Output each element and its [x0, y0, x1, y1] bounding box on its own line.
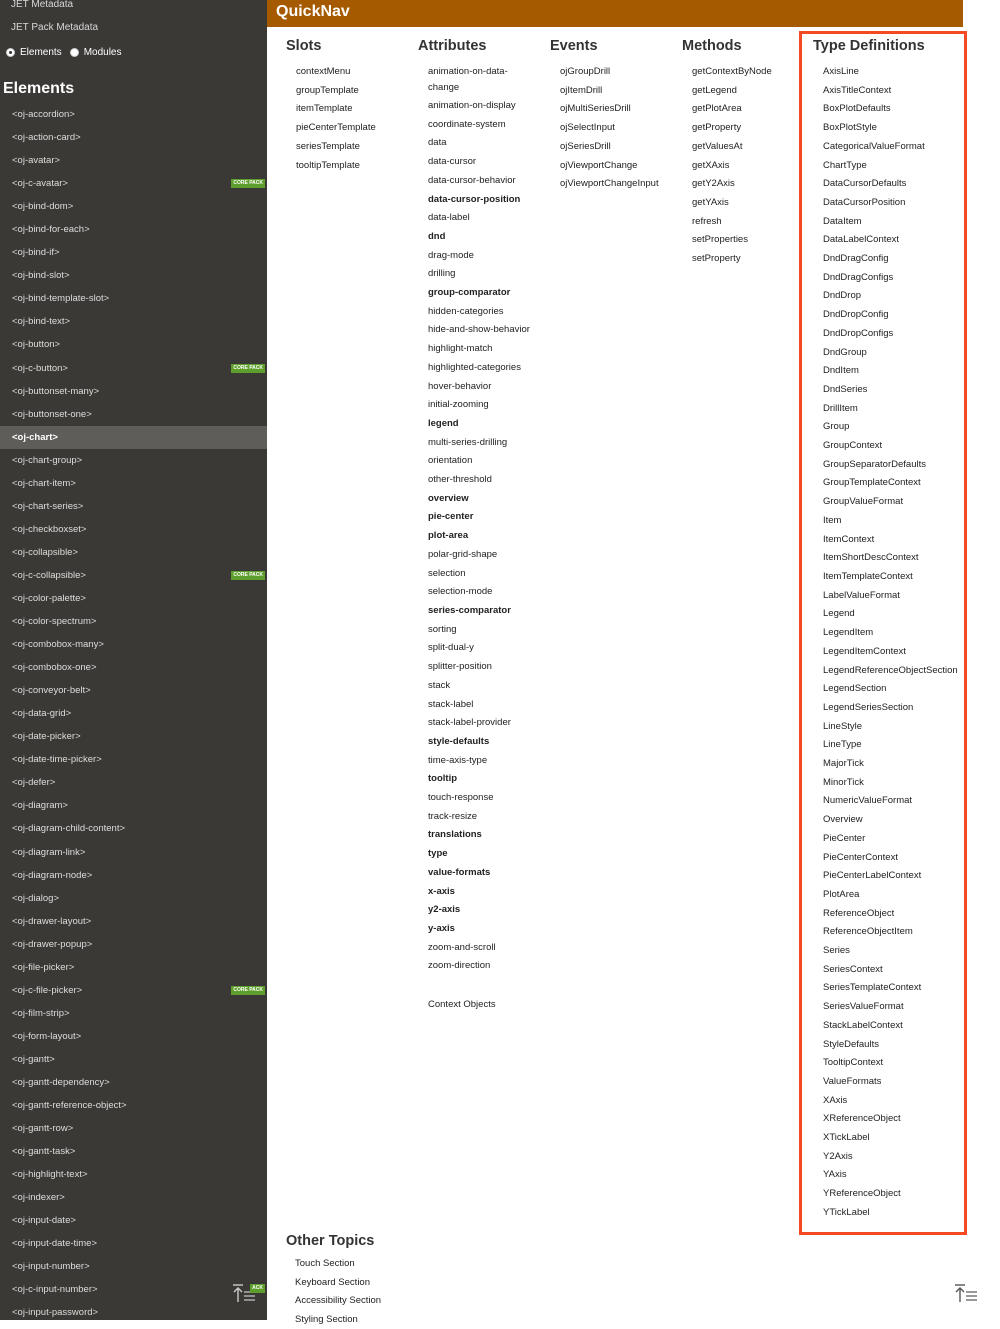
type-definition-link[interactable]: LineStyle: [823, 718, 958, 737]
sidebar-element-label: <oj-drawer-layout>: [12, 916, 91, 927]
type-definition-link[interactable]: BoxPlotDefaults: [823, 100, 958, 119]
other-topic-link[interactable]: Touch Section: [295, 1255, 381, 1274]
sidebar-element-item[interactable]: [0, 357, 267, 380]
sidebar-element-label: <oj-date-picker>: [12, 731, 81, 742]
attribute-link[interactable]: polar-grid-shape: [428, 546, 538, 565]
sidebar-element-label: <oj-highlight-text>: [12, 1169, 88, 1180]
attribute-link[interactable]: tooltip: [428, 770, 538, 789]
elements-radio[interactable]: [6, 48, 15, 57]
modules-radio[interactable]: [70, 48, 79, 57]
sidebar-element-item[interactable]: [0, 195, 267, 218]
sidebar-element-item[interactable]: [0, 864, 267, 887]
attributes-list: [418, 63, 538, 976]
type-definition-link[interactable]: DrillItem: [823, 400, 958, 419]
attribute-link[interactable]: split-dual-y: [428, 639, 538, 658]
sidebar-element-label: <oj-c-file-picker>: [12, 985, 82, 996]
type-definition-link[interactable]: DndItem: [823, 362, 958, 381]
sidebar-element-item[interactable]: [0, 333, 267, 356]
type-definition-link[interactable]: ItemTemplateContext: [823, 568, 958, 587]
attributes-column: [418, 38, 538, 1015]
sidebar-element-label: <oj-bind-dom>: [12, 201, 73, 212]
core-pack-badge: CORE PACK: [231, 571, 265, 580]
type-definition-link[interactable]: Overview: [823, 811, 958, 830]
sidebar: [0, 0, 267, 1320]
attribute-link[interactable]: initial-zooming: [428, 396, 538, 415]
type-definition-link[interactable]: TooltipContext: [823, 1054, 958, 1073]
attribute-link[interactable]: translations: [428, 826, 538, 845]
other-topics-heading: Other Topics: [286, 1233, 381, 1249]
sidebar-element-item[interactable]: [0, 403, 267, 426]
sidebar-element-item[interactable]: [0, 794, 267, 817]
context-objects-link[interactable]: Context Objects: [428, 996, 538, 1015]
sidebar-element-item[interactable]: [0, 426, 267, 449]
sidebar-element-item[interactable]: [0, 1301, 267, 1320]
context-objects-list: [418, 996, 538, 1015]
sidebar-element-item[interactable]: [0, 1140, 267, 1163]
sidebar-element-label: <oj-collapsible>: [12, 547, 78, 558]
type-definition-link[interactable]: DataItem: [823, 213, 958, 232]
slots-heading: Slots: [286, 38, 376, 54]
sidebar-element-item[interactable]: [0, 1048, 267, 1071]
sidebar-element-item[interactable]: [0, 1025, 267, 1048]
jet-pack-metadata-link[interactable]: JET Pack Metadata: [11, 22, 98, 33]
sidebar-element-item[interactable]: [0, 1002, 267, 1025]
attribute-link[interactable]: sorting: [428, 621, 538, 640]
sidebar-element-item[interactable]: [0, 887, 267, 910]
type-definitions-heading: Type Definitions: [813, 38, 958, 54]
attribute-link[interactable]: type: [428, 845, 538, 864]
sidebar-element-label: <oj-bind-for-each>: [12, 224, 90, 235]
type-definition-link[interactable]: LabelValueFormat: [823, 587, 958, 606]
slot-link[interactable]: contextMenu: [296, 63, 376, 82]
method-link[interactable]: getXAxis: [692, 157, 772, 176]
attribute-link[interactable]: drag-mode: [428, 247, 538, 266]
type-definition-link[interactable]: XReferenceObject: [823, 1110, 958, 1129]
sidebar-element-label: <oj-diagram-link>: [12, 847, 85, 858]
sidebar-element-item[interactable]: [0, 610, 267, 633]
attribute-link[interactable]: animation-on-data-change: [428, 63, 538, 97]
sidebar-element-item[interactable]: [0, 910, 267, 933]
sidebar-element-item[interactable]: [0, 1094, 267, 1117]
sidebar-element-item[interactable]: [0, 748, 267, 771]
sidebar-element-label: <oj-action-card>: [12, 132, 81, 143]
sidebar-element-label: <oj-buttonset-one>: [12, 409, 92, 420]
type-definition-link[interactable]: MinorTick: [823, 774, 958, 793]
sidebar-element-item[interactable]: [0, 1117, 267, 1140]
type-definition-link[interactable]: NumericValueFormat: [823, 792, 958, 811]
attribute-link[interactable]: selection-mode: [428, 583, 538, 602]
sidebar-element-label: <oj-gantt>: [12, 1054, 55, 1065]
type-definition-link[interactable]: ReferenceObjectItem: [823, 923, 958, 942]
elements-radio-label[interactable]: Elements: [20, 47, 62, 58]
type-definition-link[interactable]: DndDragConfig: [823, 250, 958, 269]
quicknav-title: QuickNav: [276, 3, 350, 21]
type-definition-link[interactable]: DndDropConfig: [823, 306, 958, 325]
sidebar-element-label: <oj-bind-if>: [12, 247, 60, 258]
sidebar-element-label: <oj-gantt-dependency>: [12, 1077, 110, 1088]
type-definition-link[interactable]: XTickLabel: [823, 1129, 958, 1148]
sidebar-element-item[interactable]: [0, 264, 267, 287]
methods-list: [682, 63, 772, 269]
sidebar-element-item[interactable]: [0, 126, 267, 149]
sidebar-element-label: <oj-dialog>: [12, 893, 59, 904]
slots-list: [286, 63, 376, 175]
sidebar-element-label: <oj-diagram-node>: [12, 870, 92, 881]
sidebar-element-item[interactable]: [0, 933, 267, 956]
sidebar-element-label: <oj-gantt-task>: [12, 1146, 75, 1157]
attribute-link[interactable]: y-axis: [428, 920, 538, 939]
sidebar-element-label: <oj-c-collapsible>: [12, 570, 86, 581]
elements-heading: Elements: [3, 80, 74, 98]
sidebar-element-label: <oj-gantt-row>: [12, 1123, 73, 1134]
type-definition-link[interactable]: LegendReferenceObjectSection: [823, 662, 958, 681]
type-definition-link[interactable]: ReferenceObject: [823, 905, 958, 924]
event-link[interactable]: ojViewportChangeInput: [560, 175, 659, 194]
attribute-link[interactable]: dnd: [428, 228, 538, 247]
sidebar-element-item[interactable]: [0, 449, 267, 472]
sidebar-element-item[interactable]: [0, 1163, 267, 1186]
sidebar-element-item[interactable]: [0, 1278, 267, 1301]
attribute-link[interactable]: multi-series-drilling: [428, 434, 538, 453]
type-definition-link[interactable]: GroupSeparatorDefaults: [823, 456, 958, 475]
event-link[interactable]: ojGroupDrill: [560, 63, 659, 82]
sidebar-element-item[interactable]: [0, 679, 267, 702]
method-link[interactable]: getValuesAt: [692, 138, 772, 157]
core-pack-badge-partial: ACK: [250, 1284, 265, 1293]
attribute-link[interactable]: hidden-categories: [428, 303, 538, 322]
sidebar-element-label: <oj-data-grid>: [12, 708, 71, 719]
sidebar-element-label: <oj-file-picker>: [12, 962, 74, 973]
sidebar-element-label: <oj-chart>: [12, 432, 58, 443]
method-link[interactable]: getY2Axis: [692, 175, 772, 194]
attribute-link[interactable]: highlighted-categories: [428, 359, 538, 378]
sidebar-element-label: <oj-color-spectrum>: [12, 616, 96, 627]
events-heading: Events: [550, 38, 659, 54]
sidebar-element-item[interactable]: [0, 103, 267, 126]
attribute-link[interactable]: stack-label-provider: [428, 714, 538, 733]
sidebar-element-label: <oj-input-password>: [12, 1307, 98, 1318]
sidebar-element-item[interactable]: [0, 541, 267, 564]
sidebar-element-label: <oj-gantt-reference-object>: [12, 1100, 127, 1111]
type-definition-link[interactable]: YReferenceObject: [823, 1185, 958, 1204]
jet-metadata-link[interactable]: JET Metadata: [11, 0, 73, 10]
type-definition-link[interactable]: MajorTick: [823, 755, 958, 774]
sidebar-element-label: <oj-checkboxset>: [12, 524, 86, 535]
attribute-link[interactable]: data-label: [428, 209, 538, 228]
type-definition-link[interactable]: DataCursorPosition: [823, 194, 958, 213]
attribute-link[interactable]: animation-on-display: [428, 97, 538, 116]
sidebar-element-item[interactable]: [0, 172, 267, 195]
sidebar-element-item[interactable]: [0, 1232, 267, 1255]
sidebar-element-label: <oj-combobox-one>: [12, 662, 97, 673]
sidebar-element-item[interactable]: [0, 287, 267, 310]
sidebar-element-item[interactable]: [0, 956, 267, 979]
type-definition-link[interactable]: SeriesValueFormat: [823, 998, 958, 1017]
attribute-link[interactable]: touch-response: [428, 789, 538, 808]
sidebar-element-label: <oj-indexer>: [12, 1192, 65, 1203]
sidebar-element-label: <oj-buttonset-many>: [12, 386, 99, 397]
sidebar-element-item[interactable]: [0, 218, 267, 241]
type-definition-link[interactable]: PieCenter: [823, 830, 958, 849]
slot-link[interactable]: pieCenterTemplate: [296, 119, 376, 138]
sidebar-element-label: <oj-c-button>: [12, 363, 68, 374]
sidebar-element-label: <oj-c-input-number>: [12, 1284, 98, 1295]
attribute-link[interactable]: track-resize: [428, 808, 538, 827]
sidebar-element-label: <oj-chart-group>: [12, 455, 82, 466]
type-definition-link[interactable]: Legend: [823, 605, 958, 624]
core-pack-badge: CORE PACK: [231, 179, 265, 188]
attribute-link[interactable]: stack: [428, 677, 538, 696]
sidebar-element-item[interactable]: [0, 817, 267, 840]
other-topic-link[interactable]: Keyboard Section: [295, 1274, 381, 1293]
type-definition-link[interactable]: LegendItemContext: [823, 643, 958, 662]
attribute-link[interactable]: data-cursor: [428, 153, 538, 172]
type-definition-link[interactable]: Item: [823, 512, 958, 531]
sidebar-element-label: <oj-bind-text>: [12, 316, 70, 327]
sidebar-element-item[interactable]: [0, 771, 267, 794]
sidebar-element-label: <oj-form-layout>: [12, 1031, 81, 1042]
attribute-link[interactable]: coordinate-system: [428, 116, 538, 135]
sidebar-element-label: <oj-c-avatar>: [12, 178, 68, 189]
sidebar-element-label: <oj-bind-slot>: [12, 270, 70, 281]
attribute-link[interactable]: highlight-match: [428, 340, 538, 359]
scroll-to-top-icon-main[interactable]: [954, 1284, 978, 1304]
sidebar-element-item[interactable]: [0, 656, 267, 679]
sidebar-element-label: <oj-drawer-popup>: [12, 939, 92, 950]
type-definition-link[interactable]: SeriesTemplateContext: [823, 979, 958, 998]
type-definition-link[interactable]: ItemShortDescContext: [823, 549, 958, 568]
type-definition-link[interactable]: StackLabelContext: [823, 1017, 958, 1036]
attribute-link[interactable]: style-defaults: [428, 733, 538, 752]
modules-radio-label[interactable]: Modules: [84, 47, 122, 58]
type-definition-link[interactable]: DndDrop: [823, 287, 958, 306]
sidebar-element-label: <oj-input-date-time>: [12, 1238, 97, 1249]
sidebar-element-item[interactable]: [0, 310, 267, 333]
sidebar-element-item[interactable]: [0, 149, 267, 172]
attribute-link[interactable]: hover-behavior: [428, 378, 538, 397]
sidebar-element-label: <oj-color-palette>: [12, 593, 86, 604]
attribute-link[interactable]: splitter-position: [428, 658, 538, 677]
sidebar-element-label: <oj-film-strip>: [12, 1008, 70, 1019]
type-definition-link[interactable]: PieCenterContext: [823, 849, 958, 868]
sidebar-element-item[interactable]: [0, 472, 267, 495]
sidebar-element-label: <oj-conveyor-belt>: [12, 685, 91, 696]
event-link[interactable]: ojItemDrill: [560, 82, 659, 101]
attribute-link[interactable]: x-axis: [428, 883, 538, 902]
attribute-link[interactable]: value-formats: [428, 864, 538, 883]
attribute-link[interactable]: legend: [428, 415, 538, 434]
sidebar-element-label: <oj-chart-item>: [12, 478, 76, 489]
sidebar-element-item[interactable]: [0, 841, 267, 864]
attribute-link[interactable]: plot-area: [428, 527, 538, 546]
type-definition-link[interactable]: BoxPlotStyle: [823, 119, 958, 138]
attribute-link[interactable]: other-threshold: [428, 471, 538, 490]
type-definition-link[interactable]: LineType: [823, 736, 958, 755]
type-definition-link[interactable]: LegendSection: [823, 680, 958, 699]
slot-link[interactable]: itemTemplate: [296, 100, 376, 119]
type-definition-link[interactable]: DataCursorDefaults: [823, 175, 958, 194]
type-definition-link[interactable]: YAxis: [823, 1166, 958, 1185]
event-link[interactable]: ojMultiSeriesDrill: [560, 100, 659, 119]
type-definition-link[interactable]: AxisLine: [823, 63, 958, 82]
other-topic-link[interactable]: Accessibility Section: [295, 1292, 381, 1311]
type-definition-link[interactable]: LegendSeriesSection: [823, 699, 958, 718]
quicknav-header: [267, 0, 963, 27]
sidebar-element-item[interactable]: [0, 495, 267, 518]
type-definition-link[interactable]: AxisTitleContext: [823, 82, 958, 101]
attribute-link[interactable]: time-axis-type: [428, 752, 538, 771]
sidebar-element-item[interactable]: [0, 587, 267, 610]
type-definition-link[interactable]: Y2Axis: [823, 1148, 958, 1167]
attribute-link[interactable]: series-comparator: [428, 602, 538, 621]
slots-column: [286, 38, 376, 175]
sidebar-element-label: <oj-diagram>: [12, 800, 68, 811]
sidebar-element-item[interactable]: [0, 1209, 267, 1232]
type-definition-link[interactable]: PieCenterLabelContext: [823, 867, 958, 886]
sidebar-element-label: <oj-button>: [12, 339, 60, 350]
other-topics-list: [286, 1255, 381, 1329]
method-link[interactable]: setProperty: [692, 250, 772, 269]
type-definition-link[interactable]: GroupValueFormat: [823, 493, 958, 512]
type-definition-link[interactable]: SeriesContext: [823, 961, 958, 980]
sidebar-element-item[interactable]: [0, 241, 267, 264]
core-pack-badge: CORE PACK: [231, 364, 265, 373]
view-mode-radio-group: [6, 47, 130, 58]
events-column: [550, 38, 659, 194]
method-link[interactable]: getContextByNode: [692, 63, 772, 82]
method-link[interactable]: getPlotArea: [692, 100, 772, 119]
events-list: [550, 63, 659, 194]
type-definition-link[interactable]: LegendItem: [823, 624, 958, 643]
method-link[interactable]: setProperties: [692, 231, 772, 250]
attributes-heading: Attributes: [418, 38, 538, 54]
sidebar-element-item[interactable]: [0, 1071, 267, 1094]
attribute-link[interactable]: data-cursor-position: [428, 191, 538, 210]
sidebar-element-item[interactable]: [0, 380, 267, 403]
sidebar-element-label: <oj-input-number>: [12, 1261, 90, 1272]
event-link[interactable]: ojSelectInput: [560, 119, 659, 138]
slot-link[interactable]: tooltipTemplate: [296, 157, 376, 176]
type-definition-link[interactable]: YTickLabel: [823, 1204, 958, 1223]
attribute-link[interactable]: hide-and-show-behavior: [428, 321, 538, 340]
type-definition-link[interactable]: GroupTemplateContext: [823, 474, 958, 493]
attribute-link[interactable]: y2-axis: [428, 901, 538, 920]
attribute-link[interactable]: zoom-and-scroll: [428, 939, 538, 958]
sidebar-element-label: <oj-avatar>: [12, 155, 60, 166]
type-definition-link[interactable]: DndDragConfigs: [823, 269, 958, 288]
type-definition-link[interactable]: Group: [823, 418, 958, 437]
type-definition-link[interactable]: CategoricalValueFormat: [823, 138, 958, 157]
attribute-link[interactable]: overview: [428, 490, 538, 509]
sidebar-element-label: <oj-diagram-child-content>: [12, 823, 125, 834]
type-definition-link[interactable]: DndGroup: [823, 344, 958, 363]
sidebar-element-item[interactable]: [0, 725, 267, 748]
sidebar-element-item[interactable]: [0, 518, 267, 541]
type-definition-link[interactable]: ChartType: [823, 157, 958, 176]
sidebar-element-label: <oj-date-time-picker>: [12, 754, 102, 765]
method-link[interactable]: getLegend: [692, 82, 772, 101]
sidebar-element-label: <oj-combobox-many>: [12, 639, 104, 650]
attribute-link[interactable]: stack-label: [428, 696, 538, 715]
attribute-link[interactable]: zoom-direction: [428, 957, 538, 976]
method-link[interactable]: getYAxis: [692, 194, 772, 213]
method-link[interactable]: getProperty: [692, 119, 772, 138]
slot-link[interactable]: groupTemplate: [296, 82, 376, 101]
sidebar-element-label: <oj-bind-template-slot>: [12, 293, 109, 304]
sidebar-element-item[interactable]: [0, 1255, 267, 1278]
attribute-link[interactable]: pie-center: [428, 508, 538, 527]
sidebar-element-item[interactable]: [0, 979, 267, 1002]
attribute-link[interactable]: group-comparator: [428, 284, 538, 303]
sidebar-element-label: <oj-chart-series>: [12, 501, 83, 512]
sidebar-element-item[interactable]: [0, 633, 267, 656]
other-topic-link[interactable]: Styling Section: [295, 1311, 381, 1329]
attribute-link[interactable]: orientation: [428, 452, 538, 471]
sidebar-element-label: <oj-input-date>: [12, 1215, 76, 1226]
attribute-link[interactable]: data-cursor-behavior: [428, 172, 538, 191]
event-link[interactable]: ojViewportChange: [560, 157, 659, 176]
other-topics-section: [286, 1233, 381, 1329]
sidebar-element-item[interactable]: [0, 564, 267, 587]
attribute-link[interactable]: selection: [428, 565, 538, 584]
type-definition-link[interactable]: DataLabelContext: [823, 231, 958, 250]
element-list: [0, 103, 267, 1320]
method-link[interactable]: refresh: [692, 213, 772, 232]
core-pack-badge: CORE PACK: [231, 986, 265, 995]
methods-column: [682, 38, 772, 269]
type-definition-link[interactable]: DndDropConfigs: [823, 325, 958, 344]
methods-heading: Methods: [682, 38, 772, 54]
sidebar-element-item[interactable]: [0, 1186, 267, 1209]
type-definition-link[interactable]: Series: [823, 942, 958, 961]
slot-link[interactable]: seriesTemplate: [296, 138, 376, 157]
sidebar-element-item[interactable]: [0, 702, 267, 725]
type-definition-link[interactable]: DndSeries: [823, 381, 958, 400]
attribute-link[interactable]: data: [428, 134, 538, 153]
event-link[interactable]: ojSeriesDrill: [560, 138, 659, 157]
type-definition-link[interactable]: XAxis: [823, 1092, 958, 1111]
type-definitions-highlight-box: [799, 31, 967, 1235]
sidebar-element-label: <oj-accordion>: [12, 109, 75, 120]
type-definition-link[interactable]: ItemContext: [823, 531, 958, 550]
type-definition-link[interactable]: GroupContext: [823, 437, 958, 456]
sidebar-element-label: <oj-defer>: [12, 777, 55, 788]
type-definition-link[interactable]: StyleDefaults: [823, 1036, 958, 1055]
type-definition-link[interactable]: PlotArea: [823, 886, 958, 905]
type-definition-link[interactable]: ValueFormats: [823, 1073, 958, 1092]
attribute-link[interactable]: drilling: [428, 265, 538, 284]
